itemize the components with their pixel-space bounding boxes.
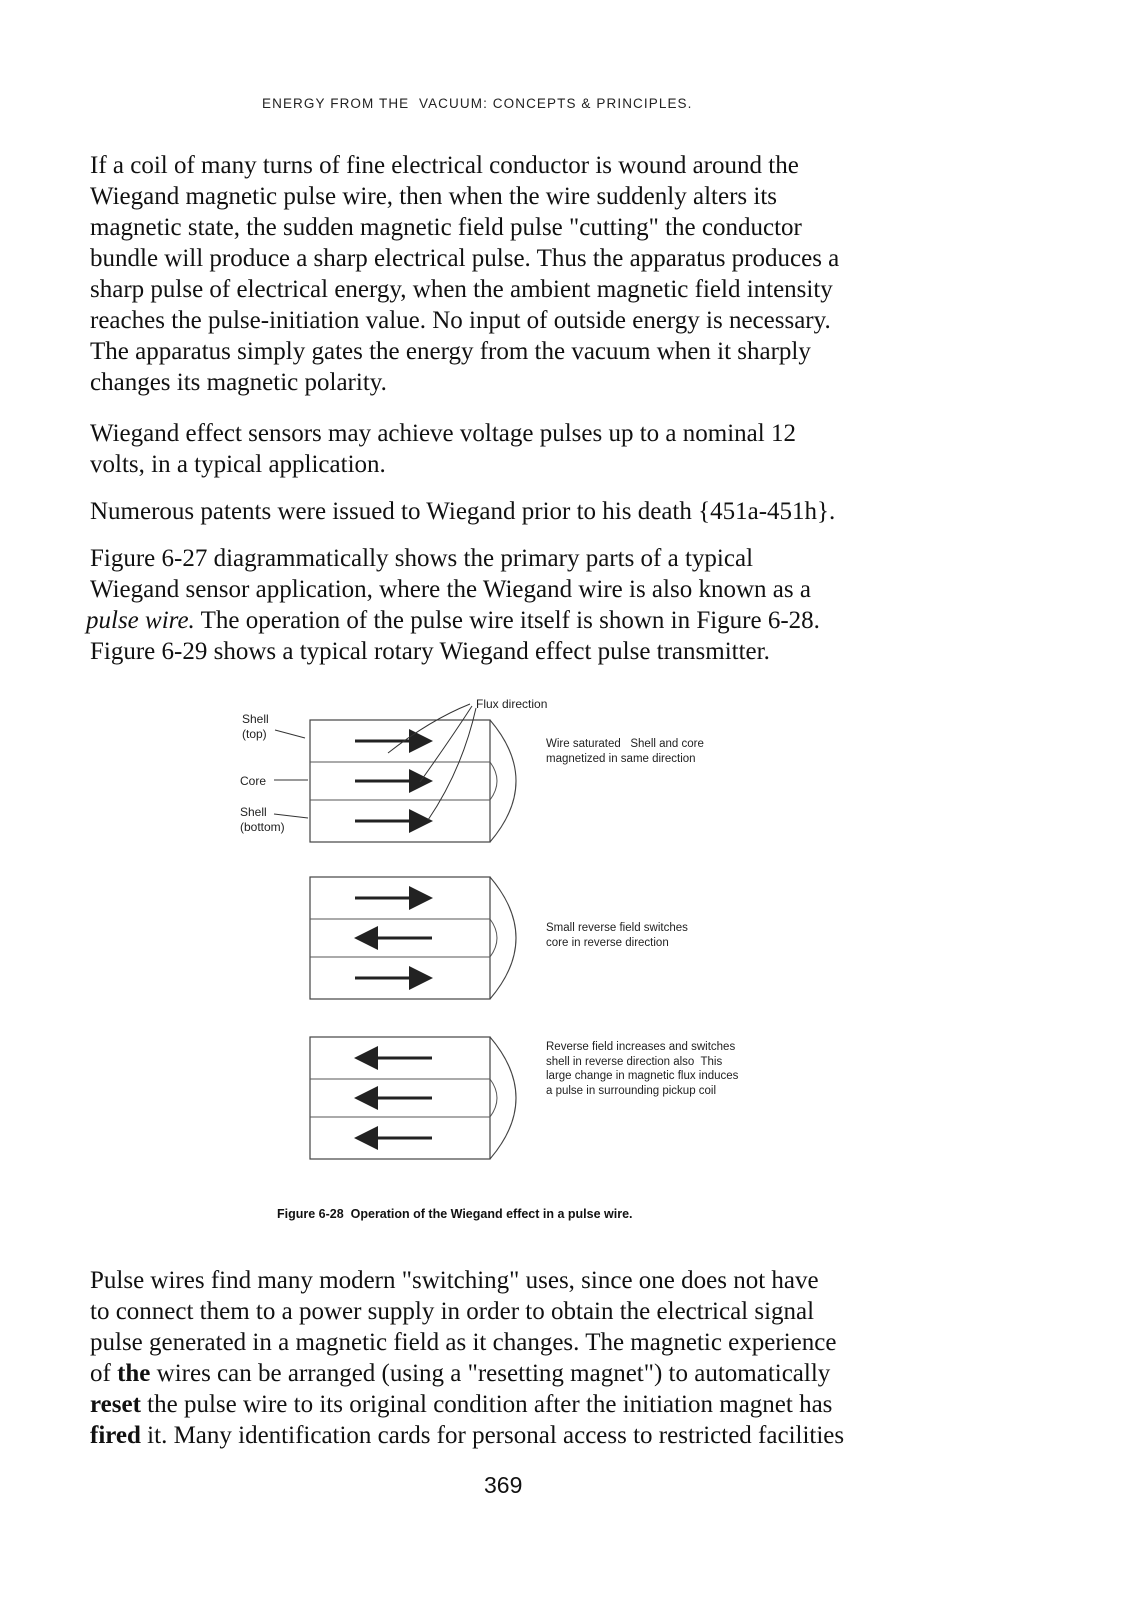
figure-refs-line-2: Wiegand sensor application, where the Wiegand wire is also known as a: [90, 576, 811, 603]
pulse-wire-term: pulse wire.: [86, 607, 195, 634]
line-5-rest: the pulse wire to its original condition after the initiation magnet has: [140, 1391, 833, 1418]
running-header: ENERGY FROM THE VACUUM: CONCEPTS & PRINCIPLES.: [262, 96, 693, 111]
pulse-wires-line-4: [90, 1358, 940, 1389]
core-label: Core: [240, 774, 267, 788]
bold-the: the: [117, 1360, 151, 1387]
paragraph-voltage: [90, 418, 940, 480]
state-3-description: Reverse field increases and switches shell in reverse direction also This large change in magnetic flux induces a pulse in surrounding pickup coil: [546, 1041, 739, 1097]
pulse-wires-line-2: to connect them to a power supply in order to obtain the electrical signal: [90, 1298, 815, 1325]
page-number: 369: [484, 1472, 523, 1498]
pulse-wires-line-6: [90, 1420, 940, 1451]
figure-refs-line-1: Figure 6-27 diagrammatically shows the primary parts of a typical: [90, 545, 754, 572]
flux-pointer-3: [428, 708, 476, 820]
coil-pulse-line-6: reaches the pulse-initiation value. No input of outside energy is necessary.: [90, 307, 831, 334]
flux-direction-label: Flux direction: [476, 697, 548, 711]
voltage-line-2: volts, in a typical application.: [90, 451, 386, 478]
wire-end-cap-3: [490, 1037, 516, 1159]
core-end-cap-1: [490, 762, 497, 800]
coil-pulse-line-8: changes its magnetic polarity.: [90, 369, 387, 396]
state-1-description: Wire saturated Shell and core magnetized in same direction: [546, 738, 704, 765]
line-4-prefix: of: [90, 1360, 118, 1387]
paragraph-pulse-wires: [90, 1265, 940, 1451]
line-6-rest: it. Many identification cards for personal access to restricted facilities: [140, 1422, 845, 1449]
voltage-line-1: Wiegand effect sensors may achieve voltage pulses up to a nominal 12: [90, 420, 796, 447]
pulse-wires-line-1: Pulse wires find many modern "switching" uses, since one does not have: [90, 1267, 819, 1294]
shell-bottom-label: Shell (bottom): [240, 805, 285, 834]
coil-pulse-line-2: Wiegand magnetic pulse wire, then when the wire suddenly alters its: [90, 183, 777, 210]
wire-end-cap-2: [490, 877, 516, 999]
shell-top-label: Shell (top): [242, 712, 269, 741]
state-2-description: Small reverse field switches core in reverse direction: [546, 922, 688, 949]
pulse-wires-line-5: [90, 1389, 940, 1420]
paragraph-figure-refs: [86, 543, 940, 667]
figure-refs-line-3: [86, 605, 940, 636]
paragraph-patents: [90, 496, 940, 527]
figure-caption: Figure 6-28 Operation of the Wiegand effect in a pulse wire.: [277, 1207, 633, 1221]
core-end-cap-2: [490, 919, 497, 957]
coil-pulse-line-5: sharp pulse of electrical energy, when the ambient magnetic field intensity: [90, 276, 833, 303]
patents-line: Numerous patents were issued to Wiegand prior to his death {451a-451h}.: [90, 498, 836, 525]
paragraph-coil-pulse: [90, 150, 940, 398]
flux-pointer-2: [420, 706, 472, 782]
shell-top-leader: [275, 730, 305, 738]
line-4-rest: wires can be arranged (using a "resetting magnet") to automatically: [150, 1360, 831, 1387]
bold-reset: reset: [90, 1391, 141, 1418]
coil-pulse-line-4: bundle will produce a sharp electrical pulse. Thus the apparatus produces a: [90, 245, 840, 272]
bold-fired: fired: [90, 1422, 141, 1449]
pulse-wires-line-3: pulse generated in a magnetic field as it changes. The magnetic experience: [90, 1329, 837, 1356]
wire-end-cap-1: [490, 720, 516, 842]
figure-refs-line-3-rest: The operation of the pulse wire itself is shown in Figure 6-28.: [194, 607, 820, 634]
figure-6-28: [0, 690, 1147, 1230]
coil-pulse-line-7: The apparatus simply gates the energy from the vacuum when it sharply: [90, 338, 811, 365]
figure-refs-line-4: Figure 6-29 shows a typical rotary Wiegand effect pulse transmitter.: [90, 638, 770, 665]
core-end-cap-3: [490, 1079, 497, 1117]
coil-pulse-line-3: magnetic state, the sudden magnetic field pulse "cutting" the conductor: [90, 214, 802, 241]
coil-pulse-line-1: If a coil of many turns of fine electrical conductor is wound around the: [90, 152, 799, 179]
wiegand-diagram: [0, 690, 1147, 1230]
